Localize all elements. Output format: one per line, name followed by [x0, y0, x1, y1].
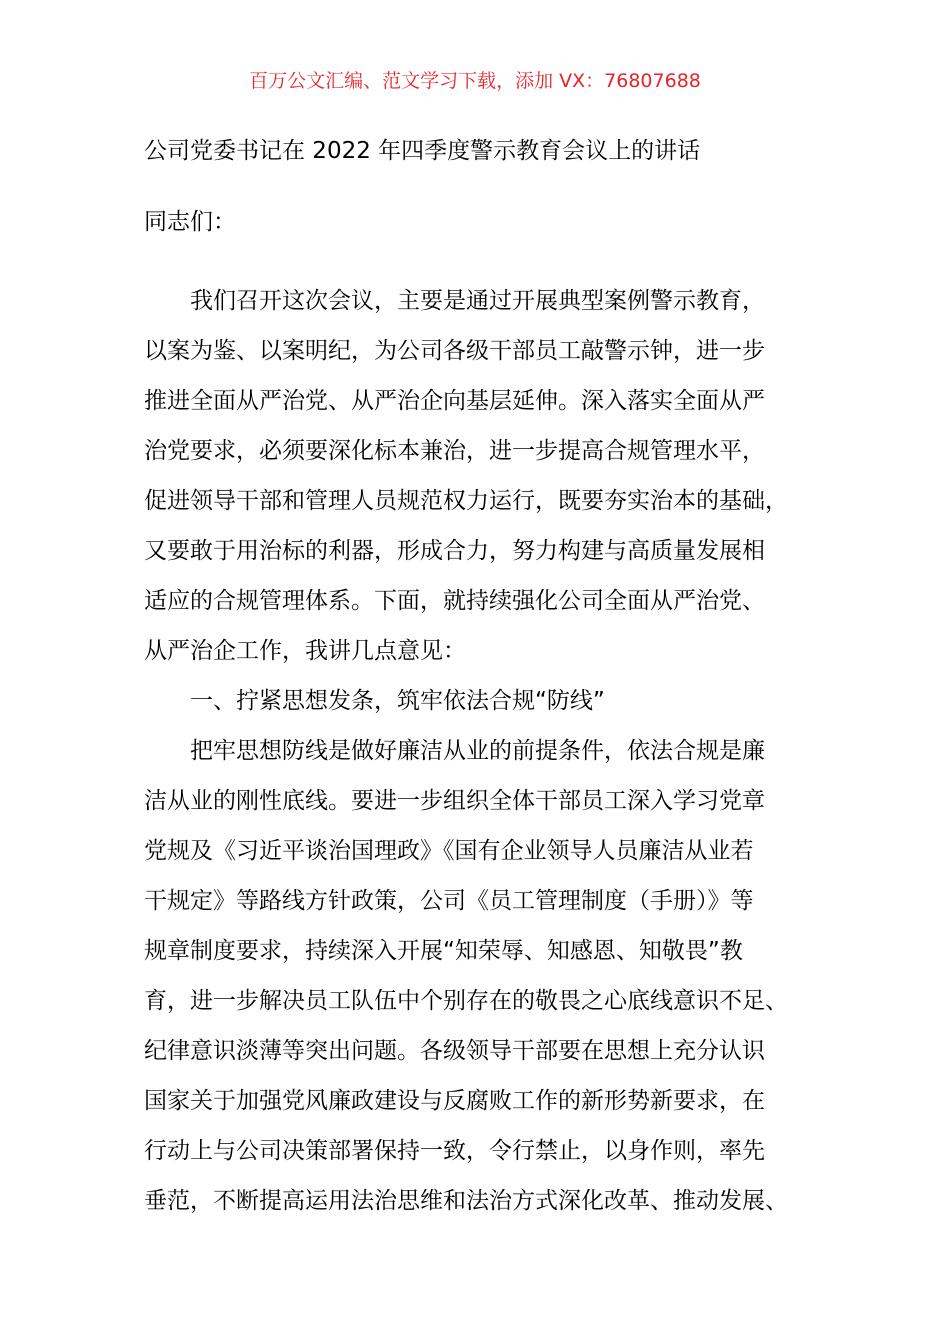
paragraph-line: 又要敢于用治标的利器，形成合力，努力构建与高质量发展相: [144, 538, 765, 564]
paragraph-line: 国家关于加强党风廉政建设与反腐败工作的新形势新要求，在: [144, 1088, 765, 1114]
paragraph-line: 规章制度要求，持续深入开展“知荣辱、知感恩、知敬畏”教: [144, 938, 743, 964]
section-heading: 一、拧紧思想发条，筑牢依法合规“防线”: [190, 688, 605, 714]
paragraph-line: 干规定》等路线方针政策，公司《员工管理制度（手册）》等: [144, 888, 754, 914]
document-title: 公司党委书记在 2022 年四季度警示教育会议上的讲话: [144, 138, 701, 164]
salutation: 同志们：: [144, 209, 236, 235]
paragraph-line: 垂范，不断提高运用法治思维和法治方式深化改革、推动发展、: [144, 1188, 788, 1214]
paragraph-line: 把牢思想防线是做好廉洁从业的前提条件，依法合规是廉: [190, 738, 765, 764]
paragraph-line: 育，进一步解决员工队伍中个别存在的敬畏之心底线意识不足、: [144, 988, 788, 1014]
paragraph-line: 以案为鉴、以案明纪，为公司各级干部员工敲警示钟，进一步: [144, 338, 765, 364]
paragraph-line: 治党要求，必须要深化标本兼治，进一步提高合规管理水平，: [144, 438, 765, 464]
paragraph-line: 促进领导干部和管理人员规范权力运行，既要夯实治本的基础，: [144, 488, 788, 514]
paragraph-line: 从严治企工作，我讲几点意见：: [144, 638, 466, 664]
paragraph-line: 党规及《习近平谈治国理政》《国有企业领导人员廉洁从业若: [144, 838, 754, 864]
paragraph-line: 纪律意识淡薄等突出问题。各级领导干部要在思想上充分认识: [144, 1038, 765, 1064]
paragraph-line: 适应的合规管理体系。下面，就持续强化公司全面从严治党、: [144, 588, 765, 614]
paragraph-line: 我们召开这次会议，主要是通过开展典型案例警示教育，: [190, 288, 765, 314]
paragraph-line: 推进全面从严治党、从严治企向基层延伸。深入落实全面从严: [144, 388, 765, 414]
paragraph-line: 洁从业的刚性底线。要进一步组织全体干部员工深入学习党章: [144, 788, 765, 814]
document-body: [144, 283, 834, 1233]
watermark-header: 百万公文汇编、范文学习下载，添加 VX：76807688: [249, 70, 701, 92]
paragraph-line: 行动上与公司决策部署保持一致，令行禁止，以身作则，率先: [144, 1138, 765, 1164]
